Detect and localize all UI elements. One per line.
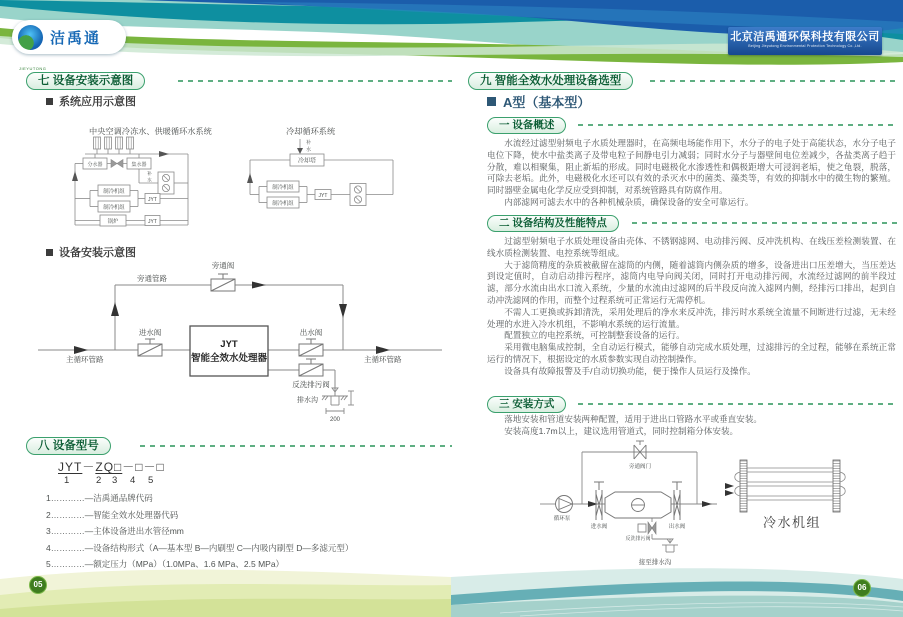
paragraph: 落地安装和管道安装两种配置，适用于进出口管路水平或垂直安装。 <box>504 414 763 424</box>
dashed-divider <box>578 403 897 405</box>
label-chiller-unit: 制冷机组 <box>272 201 294 207</box>
model-item: 4…………—设备结构形式（A—基本型 B—内刷型 C—内吸内刷型 D—多滤元型） <box>46 542 354 553</box>
paragraph: 内部滤网可滤去水中的各种机械杂质，确保设备的安全可靠运行。 <box>504 196 754 207</box>
inlet-valve-symbol <box>594 482 604 520</box>
flow-arrow-right <box>74 346 88 354</box>
label-circulating-pump: 循环泵 <box>553 516 571 522</box>
model-digit: 1 <box>64 475 70 486</box>
label-makeup-water-1: 补 <box>306 140 312 146</box>
label-cooling-tower: 冷却塔 <box>297 158 317 165</box>
paragraph: 安装高度1.7m以上，建议选用管道式，同时控制箱分体安装。 <box>504 425 739 436</box>
backwash-valve-symbol <box>638 522 656 534</box>
label-drain: 排水沟 <box>297 397 318 404</box>
flow-arrow-right <box>159 151 169 157</box>
label-main-loop-right: 主循环管路 <box>364 355 402 364</box>
system-application-diagram <box>45 113 445 245</box>
subsection3-header: 三 安装方式 <box>487 396 566 413</box>
device-label-line1: JYT <box>220 339 238 350</box>
square-bullet-icon <box>487 97 496 106</box>
label-bypass-valve: 旁通阀 <box>211 261 235 270</box>
subsection2-header: 二 设备结构及性能特点 <box>487 215 619 232</box>
dashed-divider <box>632 222 897 224</box>
model-item: 5…………—额定压力（MPa）（1.0MPa、1.6 MPa、2.5 MPa） <box>46 559 285 569</box>
flow-arrow-up <box>72 171 78 181</box>
brand-logo <box>12 20 126 71</box>
model-digit: 3 <box>112 475 118 486</box>
subheading-label: 设备安装示意图 <box>59 247 136 259</box>
paragraph: 不需人工更换或拆卸清洗，采用处理后的净水来反冲洗，排污时水系统全流量不间断进行过滤，无未经处理的水进入冷水机组，不影响水系统的运行流量。 <box>487 306 896 329</box>
square-bullet-icon <box>46 98 53 105</box>
dashed-divider <box>578 124 897 126</box>
dashed-divider <box>140 445 452 447</box>
page-number-left: 05 <box>29 576 47 594</box>
square-bullet-icon <box>46 249 53 256</box>
section9-header: 九 智能全效水处理设备选型 <box>468 72 633 90</box>
model-item: 2…………—智能全效水处理器代码 <box>46 509 179 520</box>
flow-arrow-down <box>339 304 347 318</box>
flow-arrow-up <box>111 302 119 316</box>
label-to-drain: 接至排水沟 <box>638 559 672 566</box>
model-code-legend <box>46 490 353 573</box>
company-name-en: Beijing Jieyutong Environmental Protection Technology Co.,Ltd. <box>748 44 862 48</box>
bypass-valve-symbol <box>634 441 646 459</box>
model-code-series: ZQ□ <box>95 460 123 474</box>
label-water-collector: 集水器 <box>131 162 147 168</box>
label-outlet-valve: 出水阀 <box>668 524 686 530</box>
subheading-label: 系统应用示意图 <box>59 96 136 108</box>
label-water-distributor: 分水器 <box>87 162 103 168</box>
model-code-line <box>58 458 165 475</box>
jyt-device-box <box>190 326 268 376</box>
paragraph: 采用微电脑集成控制，全自动运行模式，能够自动完成水质处理，过滤排污的全过程，能够在系统正常运行的情况下，根据设定的水质参数实现自动控制操作。 <box>487 342 896 364</box>
logo-globe-icon <box>18 25 43 50</box>
label-chiller-unit: 制冷机组 <box>103 189 125 195</box>
paragraph: 大于滤筒精度的杂质被截留在滤筒的内侧，随着滤筒内侧杂质的增多，设备进出口压差增大，当压差达到设定值时，自动启动排污程序，滤筒内电导向阀关闭，同时打开电动排污阀，水流经过滤网的前半段过滤，部分水流由出水口流入系统，少量的水流由过滤网的后半段反向流入滤网内侧，经排污口排出，起到自动冲洗滤网的作用，而整个过程系统可正常运行无需停机。 <box>487 259 896 305</box>
label-backwash-valve: 反洗排污阀 <box>625 536 651 542</box>
diagram-title-cooling: 冷却循环系统 <box>286 127 336 136</box>
flow-arrow-right <box>376 346 390 354</box>
makeup-water-arrow <box>297 148 303 154</box>
dashed-divider <box>178 80 452 82</box>
page-number-right: 06 <box>853 579 871 597</box>
logo-text: 洁禹通 <box>50 29 102 47</box>
label-chiller: 冷水机组 <box>762 515 822 530</box>
type-a-label: A型（基本型） <box>503 95 591 110</box>
drain-symbol <box>322 388 354 414</box>
chiller-symbol <box>725 460 845 512</box>
drain-dimension: 200 <box>329 417 341 423</box>
company-name-banner <box>728 27 882 55</box>
label-outlet-valve: 出水阀 <box>299 328 323 337</box>
type-a-heading <box>487 92 590 111</box>
label-chiller-unit: 制冷机组 <box>103 205 125 211</box>
model-digit: 4 <box>130 475 136 486</box>
device-label-line2: 智能全效水处理器 <box>190 353 268 364</box>
features-paragraphs <box>487 236 896 378</box>
model-digit: 5 <box>148 475 154 486</box>
paragraph: 过滤型射频电子水质处理设备由壳体、不锈钢滤网、电动排污阀、反冲洗机构、在线压差检测装置、在线水质检测装置、电控系统等组成。 <box>487 236 896 258</box>
installation-diagram <box>30 258 450 430</box>
install-mode-paragraphs <box>487 414 896 438</box>
label-jyt-device: JYT <box>148 197 157 203</box>
model-code-sep: － <box>82 460 96 474</box>
type-a-installation-diagram <box>520 440 900 590</box>
label-bypass-pipe: 旁通管路 <box>137 274 167 283</box>
label-chiller-unit: 制冷机组 <box>272 185 294 191</box>
label-inlet-valve: 进水阀 <box>590 524 608 530</box>
dashed-divider <box>650 80 897 82</box>
section7-header: 七 设备安装示意图 <box>26 72 145 90</box>
model-code-rest: －□－□ <box>122 460 165 474</box>
diagram-title-chilled-heating: 中央空调冷冻水、供暖循环水系统 <box>89 127 212 136</box>
company-name-cn: 北京洁禹通环保科技有限公司 <box>730 31 880 43</box>
label-inlet-valve: 进水阀 <box>138 328 162 337</box>
paragraph: 配置独立的电控系统，可控制整套设备的运行。 <box>504 330 685 341</box>
model-item: 1…………—洁禹通品牌代码 <box>46 493 153 503</box>
paragraph: 设备具有故障报警及手/自动切换功能，便于操作人员运行及操作。 <box>504 365 756 376</box>
overview-paragraphs <box>487 138 896 209</box>
outlet-valve-symbol <box>672 482 682 520</box>
label-makeup-water-1: 补 <box>147 172 152 177</box>
flow-arrow-up <box>247 173 253 183</box>
flow-arrow-right <box>702 501 712 507</box>
label-jyt-device: JYT <box>318 193 328 199</box>
flow-arrow-right <box>252 282 266 289</box>
label-bypass-valve: 旁通阀门 <box>628 464 652 470</box>
model-item: 3…………—主体设备进出水管径mm <box>46 526 184 536</box>
subsection1-header: 一 设备概述 <box>487 117 566 134</box>
label-makeup-water-2: 水 <box>306 147 312 153</box>
paragraph: 水流经过滤型射频电子水质处理器时，在高频电场能作用下，水分子的电子处于高能状态，水分子电子电位下降，使水中盐类离子及带电粒子间静电引力减弱；同时水分子与器壁间电位差减少，各盐类离子趋于分散，难以相聚集，阻止新垢的形成。同时电磁极化水渗透性和偶极距增大可浸润老垢，使之龟裂，脱落，可除去老垢。此外，电磁极化水还可以有效的杀灭水中的菌类、藻类等，有效的抑制水中的微生物的繁殖。同时器壁金属电化学反应受到抑制，对系统管路具有防腐作用。 <box>487 138 896 196</box>
logo-subtext: JIEYUTONG <box>19 66 47 71</box>
label-boiler: 锅炉 <box>107 219 119 225</box>
label-jyt-device: JYT <box>148 219 157 225</box>
section8-header: 八 设备型号 <box>26 437 111 455</box>
model-digit: 2 <box>96 475 102 486</box>
model-code-brand: JYT <box>58 460 83 474</box>
label-backwash-valve: 反洗排污阀 <box>292 380 330 389</box>
label-main-loop-left: 主循环管路 <box>66 355 104 364</box>
subheading-system-application <box>46 93 136 109</box>
label-makeup-water-2: 水 <box>147 178 152 184</box>
